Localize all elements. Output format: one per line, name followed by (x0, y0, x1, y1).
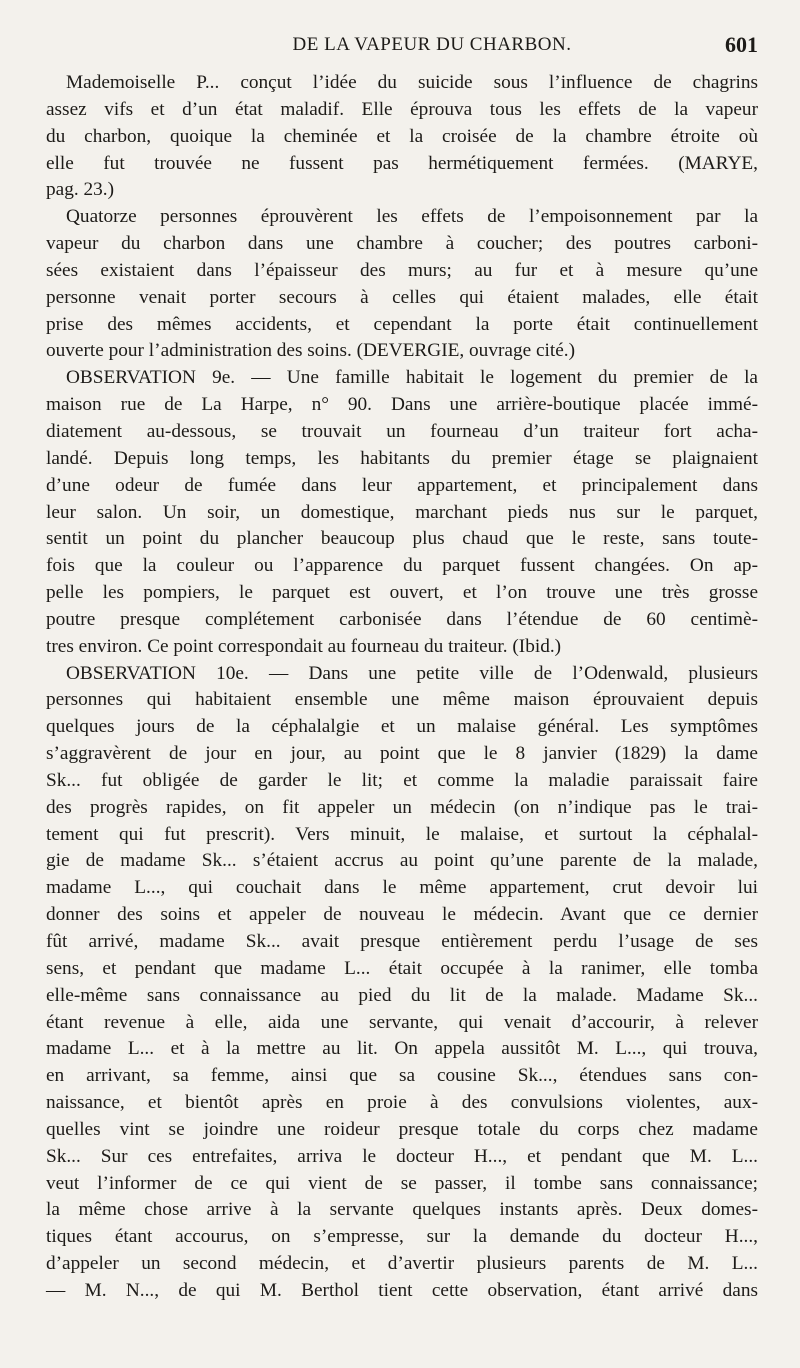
body-text (46, 70, 758, 1305)
text-line: sées existaient dans l’épaisseur des murs; au fur et à mesure qu’une (46, 259, 758, 281)
text-line: poutre presque complétement carbonisée dans l’étendue de 60 centimè- (46, 608, 758, 630)
text-line: naissance, et bientôt après en proie à des convulsions violentes, aux- (46, 1092, 758, 1114)
text-line: en arrivant, sa femme, ainsi que sa cousine Sk..., étendues sans con- (46, 1065, 758, 1087)
text-line: fois que la couleur ou l’apparence du parquet fussent changées. On ap- (46, 555, 758, 577)
text-line: du charbon, quoique la cheminée et la croisée de la chambre étroite où (46, 125, 758, 147)
text-line: tement qui fut prescrit). Vers minuit, le malaise, et surtout la céphalal- (46, 823, 758, 845)
text-line: Quatorze personnes éprouvèrent les effets de l’empoisonnement par la (66, 206, 758, 228)
text-line: leur salon. Un soir, un domestique, marchant pieds nus sur le parquet, (46, 501, 758, 523)
text-line: maison rue de La Harpe, n° 90. Dans une arrière-boutique placée immé- (46, 394, 758, 416)
text-line: personnes qui habitaient ensemble une même maison éprouvaient depuis (46, 689, 758, 711)
text-line: — M. N..., de qui M. Berthol tient cette observation, étant arrivé dans (46, 1279, 758, 1301)
page-number: 601 (725, 32, 758, 57)
text-line: quelques jours de la céphalalgie et un malaise général. Les symptômes (46, 716, 758, 738)
text-line: d’appeler un second médecin, et d’avertir plusieurs parents de M. L... (46, 1253, 758, 1275)
text-line: diatement au-dessous, se trouvait un fourneau d’un traiteur fort acha- (46, 420, 758, 442)
text-line: tiques étant accourus, on s’empresse, sur la demande du docteur H..., (46, 1226, 758, 1248)
text-line: d’une odeur de fumée dans leur appartement, et principalement dans (46, 474, 758, 496)
text-line: Mademoiselle P... conçut l’idée du suicide sous l’influence de chagrins (66, 72, 758, 93)
text-line: étant revenue à elle, aida une servante, qui venait d’accourir, à relever (46, 1011, 758, 1033)
text-line: ouverte pour l’administration des soins. (DEVERGIE, ouvrage cité.) (46, 340, 576, 362)
text-line: des progrès rapides, on fit appeler un médecin (on n’indique pas le trai- (46, 796, 758, 818)
text-line: assez vifs et d’un état maladif. Elle éprouva tous les effets de la vapeur (46, 98, 758, 120)
text-line: pelle les pompiers, le parquet est ouvert, et l’on trouve une très grosse (46, 582, 758, 604)
text-line: donner des soins et appeler de nouveau le médecin. Avant que ce dernier (46, 904, 758, 926)
text-line: Sk... Sur ces entrefaites, arriva le docteur H..., et pendant que M. L... (46, 1145, 758, 1167)
text-line: vapeur du charbon dans une chambre à coucher; des poutres carboni- (46, 233, 758, 255)
text-line: prise des mêmes accidents, et cependant la porte était continuellement (46, 313, 758, 335)
text-line: landé. Depuis long temps, les habitants du premier étage se plaignaient (46, 447, 758, 469)
text-line: OBSERVATION 9e. — Une famille habitait le logement du premier de la (66, 367, 758, 389)
text-line: quelles vint se joindre une roideur presque totale du corps chez madame (46, 1118, 758, 1140)
text-line: gie de madame Sk... s’étaient accrus au point qu’une parente de la malade, (46, 850, 758, 872)
text-line: madame L..., qui couchait dans le même appartement, crut devoir lui (46, 877, 758, 899)
text-line: veut l’informer de ce qui vient de se passer, il tombe sans connaissance; (46, 1172, 758, 1194)
page-header (46, 34, 758, 64)
text-line: pag. 23.) (46, 179, 115, 201)
text-line: fût arrivé, madame Sk... avait presque entièrement perdu l’usage de ses (46, 931, 758, 952)
text-line: madame L... et à la mettre au lit. On appela aussitôt M. L..., qui trouva, (46, 1038, 758, 1060)
text-line: tres environ. Ce point correspondait au fourneau du traiteur. (Ibid.) (46, 635, 562, 657)
text-line: s’aggravèrent de jour en jour, au point que le 8 janvier (1829) la dame (46, 743, 758, 765)
text-line: personne venait porter secours à celles qui étaient malades, elle était (46, 286, 758, 308)
text-line: elle-même sans connaissance au pied du lit de la malade. Madame Sk... (46, 984, 758, 1006)
text-line: sens, et pendant que madame L... était occupée à la ranimer, elle tomba (46, 957, 758, 979)
text-line: la même chose arrive à la servante quelques instants après. Deux domes- (46, 1199, 758, 1221)
text-line: OBSERVATION 10e. — Dans une petite ville de l’Odenwald, plusieurs (66, 662, 758, 684)
text-line: Sk... fut obligée de garder le lit; et comme la maladie paraissait faire (46, 769, 758, 791)
text-line: elle fut trouvée ne fussent pas hermétiquement fermées. (MARYE, (46, 152, 758, 174)
text-line: sentit un point du plancher beaucoup plus chaud que le reste, sans toute- (46, 528, 758, 550)
running-head: DE LA VAPEUR DU CHARBON. (292, 34, 572, 55)
